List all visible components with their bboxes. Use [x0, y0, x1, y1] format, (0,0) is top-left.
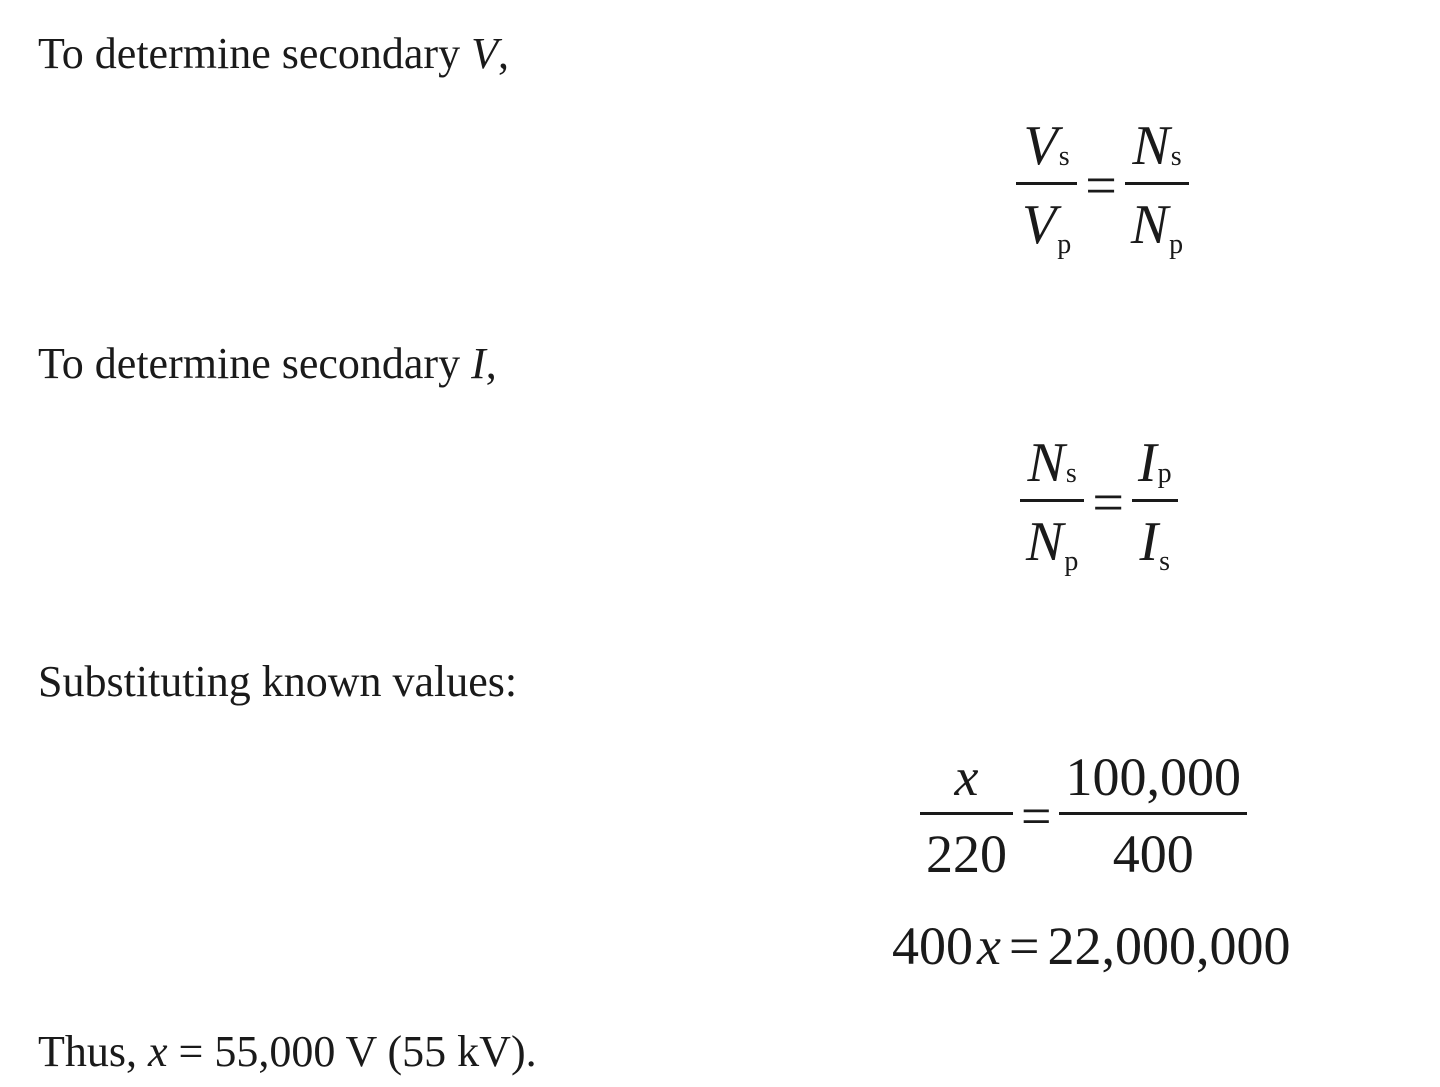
fraction-bar [920, 812, 1013, 815]
symbol-base: V [1023, 115, 1058, 177]
fraction-turns [1125, 115, 1189, 260]
fraction-numerator: x [954, 747, 979, 807]
fraction-bar [1016, 182, 1077, 185]
symbol-subscript: s [1058, 141, 1070, 173]
fraction-numerator [1132, 432, 1178, 494]
fraction-numerator [1022, 432, 1083, 494]
fraction-bar [1020, 499, 1084, 502]
text-line-conclusion [38, 1027, 537, 1076]
fraction-turns [1020, 432, 1084, 577]
product-value: 22,000,000 [1047, 916, 1291, 976]
line4-prefix: Thus, [38, 1027, 148, 1076]
symbol-subscript: p [1169, 228, 1184, 260]
fraction-numerator [1018, 115, 1076, 177]
fraction-denominator [1020, 511, 1084, 577]
equals-sign: = [1008, 916, 1040, 976]
line2-prefix: To determine secondary [38, 339, 472, 388]
fraction-denominator [1134, 511, 1177, 577]
symbol-base: N [1132, 115, 1170, 177]
symbol-subscript: s [1170, 141, 1182, 173]
fraction-unknown [920, 747, 1013, 884]
fraction-denominator [1016, 194, 1077, 260]
fraction-known [1059, 747, 1247, 884]
unknown-variable: x [977, 916, 1001, 976]
symbol-base: V [1022, 194, 1057, 256]
line1-variable: V [471, 29, 498, 78]
symbol-subscript: s [1159, 545, 1171, 577]
fraction-denominator: 220 [926, 824, 1007, 884]
line4-variable: x [148, 1027, 168, 1076]
equation-voltage-ratio [1016, 115, 1189, 260]
fraction-bar [1125, 182, 1189, 185]
symbol-subscript: p [1057, 228, 1072, 260]
equals-sign: = [1021, 785, 1052, 846]
fraction-numerator [1126, 115, 1187, 177]
fraction-voltage [1016, 115, 1077, 260]
symbol-subscript: s [1065, 458, 1077, 490]
line1-suffix: , [497, 29, 509, 78]
text-line-secondary-voltage [38, 29, 509, 78]
text-line-secondary-current [38, 339, 497, 388]
line4-suffix: = 55,000 V (55 kV). [167, 1027, 537, 1076]
symbol-base: I [1137, 432, 1157, 494]
equation-current-ratio [1020, 432, 1178, 577]
line3-text: Substituting known values: [38, 657, 518, 706]
line1-prefix: To determine secondary [38, 29, 472, 78]
equation-substitution [920, 747, 1247, 884]
equals-sign: = [1085, 154, 1117, 217]
equation-cross-multiplied [892, 915, 1290, 977]
symbol-base: N [1026, 511, 1064, 573]
symbol-subscript: p [1064, 545, 1079, 577]
fraction-denominator [1125, 194, 1189, 260]
symbol-subscript: p [1157, 458, 1172, 490]
text-line-substituting [38, 657, 518, 706]
fraction-bar [1059, 812, 1247, 815]
fraction-bar [1132, 499, 1178, 502]
fraction-numerator: 100,000 [1065, 747, 1241, 807]
symbol-base: I [1139, 511, 1159, 573]
coefficient: 400 [892, 916, 973, 976]
line2-suffix: , [485, 339, 497, 388]
line2-variable: I [471, 339, 486, 388]
symbol-base: N [1027, 432, 1065, 494]
fraction-denominator: 400 [1112, 824, 1194, 884]
symbol-base: N [1130, 194, 1169, 256]
equals-sign: = [1092, 471, 1124, 534]
fraction-current [1132, 432, 1178, 577]
